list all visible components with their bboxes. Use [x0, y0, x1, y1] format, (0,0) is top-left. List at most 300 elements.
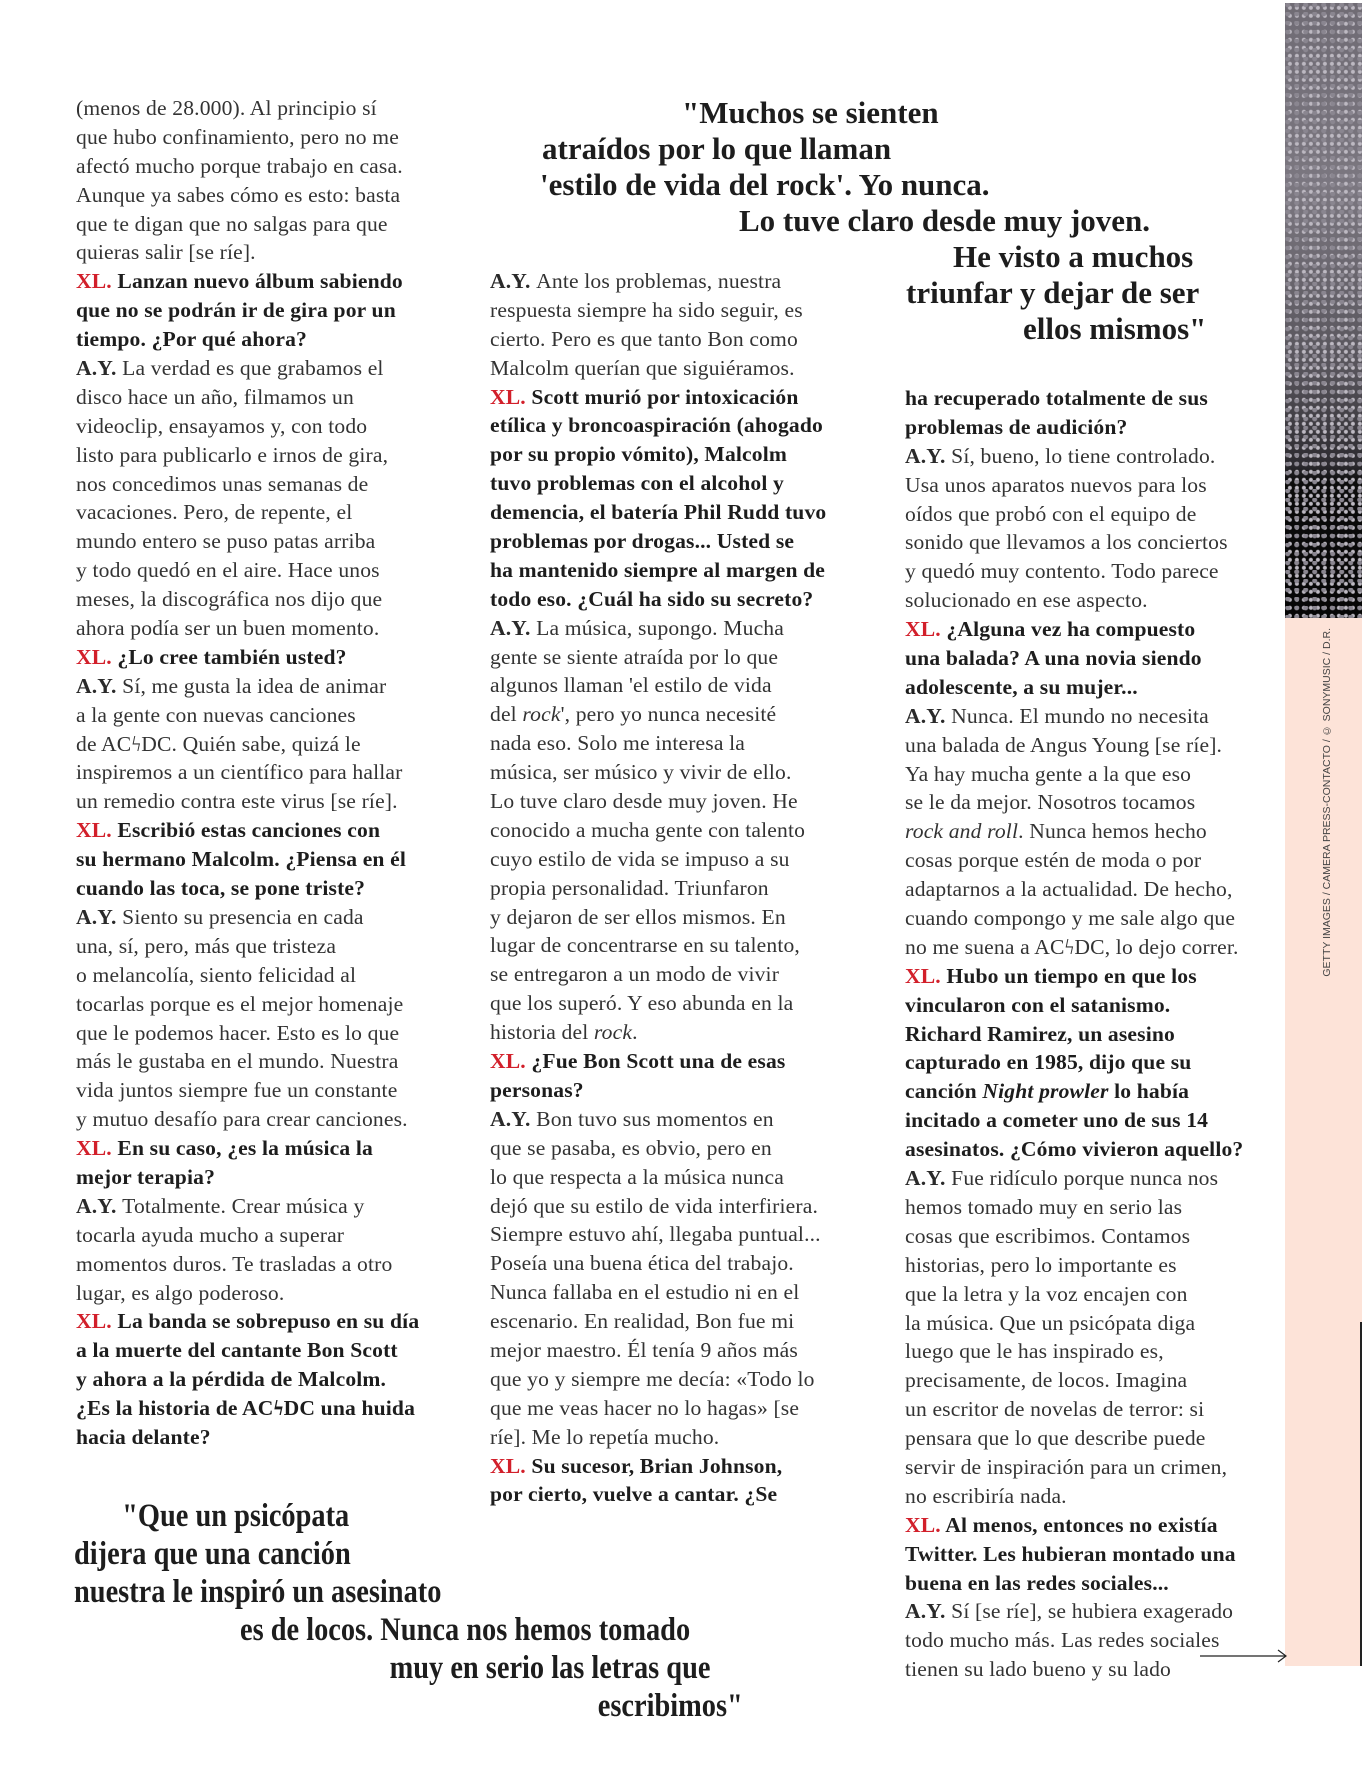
- text-run: Poseía una buena ética del trabajo.: [490, 1251, 794, 1276]
- question-text: Night prowler: [982, 1079, 1109, 1104]
- text-line: [76, 730, 466, 759]
- text-line: [76, 1134, 466, 1163]
- pull-quote-line: triunfar y dejar de ser: [906, 275, 1200, 310]
- text-run: música, ser músico y vivir de ello.: [490, 760, 792, 785]
- text-line: [76, 1336, 466, 1365]
- pull-quote-line: es de locos. Nunca nos hemos tomado: [239, 1612, 691, 1648]
- text-run: Totalmente. Crear música y: [122, 1193, 365, 1218]
- text-run: se le da mejor. Nosotros tocamos: [905, 790, 1196, 815]
- text-run: que la letra y la voz encajen con: [905, 1281, 1188, 1306]
- text-run: adaptarnos a la actualidad. De hecho,: [905, 877, 1233, 902]
- text-line: [905, 1395, 1295, 1424]
- text-run: que le podemos hacer. Esto es lo que: [76, 1020, 400, 1045]
- interviewee-label: A.Y.: [905, 443, 952, 468]
- text-line: [76, 152, 466, 181]
- text-line: [905, 1511, 1295, 1540]
- text-run: inspiremos a un científico para hallar: [76, 760, 403, 785]
- question-text: capturado en 1985, dijo que su: [905, 1050, 1192, 1075]
- text-run: una balada de Angus Young [se ríe].: [905, 732, 1223, 757]
- text-run: mundo entero se puso patas arriba: [76, 529, 376, 554]
- question-text: adolescente, a su mujer...: [905, 674, 1138, 699]
- text-run: Malcolm querían que siguiéramos.: [490, 355, 795, 380]
- text-run: Sí, me gusta la idea de animar: [122, 673, 387, 698]
- pull-quote-line: atraídos por lo que llaman: [542, 131, 892, 166]
- text-run: vida juntos siempre fue un constante: [76, 1078, 398, 1103]
- text-line: [905, 1337, 1295, 1366]
- text-line: [905, 471, 1295, 500]
- question-text: ¿Fue Bon Scott una de esas: [531, 1049, 786, 1074]
- text-run: un remedio contra este virus [se ríe].: [76, 789, 398, 814]
- text-run: cosas que escribimos. Contamos: [905, 1223, 1191, 1248]
- text-line: [490, 700, 880, 729]
- text-run: cuyo estilo de vida se impuso a su: [490, 846, 790, 871]
- interviewee-label: A.Y.: [490, 1106, 537, 1131]
- text-run: ', pero yo nunca necesité: [560, 702, 777, 727]
- text-line: [76, 1221, 466, 1250]
- question-text: hacia delante?: [76, 1424, 211, 1449]
- text-run: lugar, es algo poderoso.: [76, 1280, 285, 1305]
- question-text: ¿Lo cree también usted?: [117, 644, 347, 669]
- text-line: [490, 1192, 880, 1221]
- pull-quote-line: 'estilo de vida del rock'. Yo nunca.: [540, 167, 990, 202]
- text-line: [76, 1423, 466, 1452]
- question-text: personas?: [490, 1077, 584, 1102]
- text-line: [76, 1279, 466, 1308]
- text-line: [76, 412, 466, 441]
- question-text: por cierto, vuelve a cantar. ¿Se: [490, 1482, 778, 1507]
- text-run: del: [490, 702, 523, 727]
- photo-credit-container: [1313, 628, 1333, 977]
- text-run: historias, pero lo importante es: [905, 1252, 1177, 1277]
- interviewer-label: XL.: [490, 384, 532, 409]
- text-run: Fue ridículo porque nunca nos: [951, 1166, 1219, 1191]
- text-line: [76, 701, 466, 730]
- question-text: mejor terapia?: [76, 1164, 216, 1189]
- text-line: [490, 1278, 880, 1307]
- text-line: [490, 1047, 880, 1076]
- text-run: nos concedimos unas semanas de: [76, 471, 369, 496]
- interviewee-label: A.Y.: [490, 269, 537, 293]
- text-run: un escritor de novelas de terror: si: [905, 1397, 1205, 1422]
- question-text: La banda se sobrepuso en su día: [117, 1309, 420, 1334]
- text-line: [76, 383, 466, 412]
- text-line: [490, 354, 880, 383]
- text-run: Ante los problemas, nuestra: [536, 269, 782, 293]
- text-line: [490, 989, 880, 1018]
- text-run: la música. Que un psicópata diga: [905, 1310, 1196, 1335]
- text-run: (menos de 28.000). Al principio sí: [76, 96, 377, 120]
- text-run: videoclip, ensayamos y, con todo: [76, 413, 368, 438]
- text-line: [76, 123, 466, 152]
- question-text: vincularon con el satanismo.: [905, 992, 1171, 1017]
- text-line: [490, 1452, 880, 1481]
- text-line: [76, 1394, 466, 1423]
- text-line: [76, 1163, 466, 1192]
- text-run: que te digan que no salgas para que: [76, 211, 388, 236]
- text-line: [905, 557, 1295, 586]
- interviewer-label: XL.: [490, 1453, 532, 1478]
- text-line: [490, 643, 880, 672]
- text-line: [905, 384, 1295, 413]
- text-line: [490, 498, 880, 527]
- text-line: [490, 1394, 880, 1423]
- text-run: ríe]. Me lo repetía mucho.: [490, 1424, 720, 1449]
- text-run: pensara que lo que describe puede: [905, 1426, 1206, 1451]
- question-text: una balada? A una novia siendo: [905, 646, 1202, 671]
- interviewee-label: A.Y.: [76, 904, 123, 929]
- text-line: [76, 441, 466, 470]
- interviewee-label: A.Y.: [905, 1599, 952, 1624]
- question-text: Lanzan nuevo álbum sabiendo: [117, 269, 403, 294]
- text-line: [490, 960, 880, 989]
- text-line: [76, 1192, 466, 1221]
- text-run: listo para publicarlo e irnos de gira,: [76, 442, 389, 467]
- text-run: Sí, bueno, lo tiene controlado.: [951, 443, 1216, 468]
- text-line: [76, 990, 466, 1019]
- interviewer-label: XL.: [905, 963, 947, 988]
- text-run: Aunque ya sabes cómo es esto: basta: [76, 182, 401, 207]
- text-line: [490, 1076, 880, 1105]
- question-text: que no se podrán ir de gira por un: [76, 298, 396, 323]
- text-line: [76, 932, 466, 961]
- article-column-3: [905, 384, 1295, 1684]
- text-run: se entregaron a un modo de vivir: [490, 962, 780, 987]
- interviewer-label: XL.: [76, 269, 118, 294]
- pull-quote-line: "Que un psicópata: [122, 1498, 350, 1534]
- text-line: [76, 643, 466, 672]
- text-run: todo mucho más. Las redes sociales: [905, 1628, 1220, 1653]
- text-line: [490, 816, 880, 845]
- text-run: Usa unos aparatos nuevos para los: [905, 472, 1207, 497]
- text-run: propia personalidad. Triunfaron: [490, 875, 769, 900]
- text-run: que los superó. Y eso abunda en la: [490, 991, 794, 1016]
- text-run: gente se siente atraída por lo que: [490, 644, 779, 669]
- text-line: [490, 845, 880, 874]
- text-line: [490, 1249, 880, 1278]
- italic-text: rock and roll: [905, 819, 1019, 844]
- text-run: y todo quedó en el aire. Hace unos: [76, 558, 380, 583]
- text-run: La verdad es que grabamos el: [122, 356, 384, 381]
- question-text: incitado a cometer uno de sus 14: [905, 1108, 1209, 1133]
- question-text: demencia, el batería Phil Rudd tuvo: [490, 500, 827, 525]
- text-line: [76, 94, 466, 123]
- text-line: [490, 671, 880, 700]
- question-text: Su sucesor, Brian Johnson,: [531, 1453, 783, 1478]
- question-text: a la muerte del cantante Bon Scott: [76, 1338, 398, 1363]
- question-text: tuvo problemas con el alcohol y: [490, 471, 784, 496]
- text-line: [76, 296, 466, 325]
- text-line: [76, 556, 466, 585]
- question-text: problemas de audición?: [905, 414, 1128, 439]
- text-line: [490, 1220, 880, 1249]
- text-run: respuesta siempre ha sido seguir, es: [490, 297, 803, 322]
- question-text: Scott murió por intoxicación: [531, 384, 799, 409]
- text-line: [490, 874, 880, 903]
- text-line: [905, 933, 1295, 962]
- question-text: Twitter. Les hubieran montado una: [905, 1541, 1236, 1566]
- text-line: [905, 586, 1295, 615]
- question-text: canción: [905, 1079, 983, 1104]
- interviewee-label: A.Y.: [76, 673, 123, 698]
- text-run: tocarla ayuda mucho a superar: [76, 1222, 345, 1247]
- text-line: [76, 1307, 466, 1336]
- text-line: [490, 758, 880, 787]
- text-line: [905, 991, 1295, 1020]
- pull-quote-line: Lo tuve claro desde muy joven.: [739, 203, 1151, 238]
- question-text: por su propio vómito), Malcolm: [490, 442, 788, 467]
- text-line: [76, 787, 466, 816]
- text-line: [905, 1135, 1295, 1164]
- text-line: [76, 903, 466, 932]
- text-line: [76, 210, 466, 239]
- text-line: [490, 411, 880, 440]
- interviewee-label: A.Y.: [905, 1166, 952, 1191]
- interviewer-label: XL.: [76, 644, 118, 669]
- text-line: [490, 1163, 880, 1192]
- photo-edge: [1285, 3, 1362, 618]
- text-run: cosas porque estén de moda o por: [905, 848, 1202, 873]
- text-run: una, sí, pero, más que tristeza: [76, 933, 337, 958]
- text-line: [490, 931, 880, 960]
- text-run: Bon tuvo sus momentos en: [536, 1106, 774, 1131]
- text-line: [905, 673, 1295, 702]
- question-text: problemas por drogas... Usted se: [490, 529, 795, 554]
- question-text: tiempo. ¿Por qué ahora?: [76, 327, 307, 352]
- text-line: [905, 615, 1295, 644]
- text-line: [76, 845, 466, 874]
- text-line: [490, 1336, 880, 1365]
- pull-quote-bottom: [74, 1497, 745, 1725]
- text-run: que me veas hacer no lo hagas» [se: [490, 1395, 800, 1420]
- text-run: solucionado en ese aspecto.: [905, 588, 1148, 613]
- text-run: sonido que llevamos a los conciertos: [905, 530, 1228, 555]
- question-text: todo eso. ¿Cuál ha sido su secreto?: [490, 586, 814, 611]
- text-line: [905, 1424, 1295, 1453]
- interviewee-label: A.Y.: [76, 356, 123, 381]
- interviewer-label: XL.: [76, 1309, 118, 1334]
- interviewee-label: A.Y.: [490, 615, 537, 640]
- pull-quote-line: muy en serio las letras que: [389, 1650, 711, 1686]
- interviewer-label: XL.: [76, 1136, 118, 1161]
- text-run: Lo tuve claro desde muy joven. He: [490, 789, 798, 814]
- text-line: [76, 1076, 466, 1105]
- right-arrow-icon: [1200, 1648, 1290, 1664]
- text-line: [490, 1134, 880, 1163]
- interviewer-label: XL.: [905, 617, 947, 642]
- question-text: ¿Alguna vez ha compuesto: [946, 617, 1196, 642]
- text-line: [490, 1423, 880, 1452]
- text-run: y quedó muy contento. Todo parece: [905, 559, 1219, 584]
- text-run: no me suena a ACϟDC, lo dejo correr.: [905, 934, 1239, 959]
- question-text: Escribió estas canciones con: [117, 818, 381, 843]
- text-line: [76, 1250, 466, 1279]
- text-line: [76, 672, 466, 701]
- question-text: ¿Es la historia de ACϟDC una huida: [76, 1396, 416, 1421]
- pull-quote-line: escribimos": [597, 1688, 743, 1724]
- question-text: Richard Ramirez, un asesino: [905, 1021, 1175, 1046]
- text-line: [76, 614, 466, 643]
- text-line: [76, 354, 466, 383]
- text-run: . Nunca hemos hecho: [1018, 819, 1207, 844]
- text-line: [490, 383, 880, 412]
- text-line: [490, 585, 880, 614]
- text-line: [905, 731, 1295, 760]
- text-line: [76, 1105, 466, 1134]
- text-run: Ya hay mucha gente a la que eso: [905, 761, 1192, 786]
- text-line: [905, 1251, 1295, 1280]
- text-line: [905, 962, 1295, 991]
- text-line: [490, 903, 880, 932]
- text-line: [76, 816, 466, 845]
- text-run: lugar de concentrarse en su talento,: [490, 933, 800, 958]
- text-line: [905, 528, 1295, 557]
- italic-text: rock: [522, 702, 561, 727]
- text-line: [905, 1048, 1295, 1077]
- text-run: disco hace un año, filmamos un: [76, 384, 354, 409]
- text-line: [905, 788, 1295, 817]
- text-run: tienen su lado bueno y su lado: [905, 1657, 1171, 1682]
- text-line: [76, 181, 466, 210]
- text-run: precisamente, de locos. Imagina: [905, 1368, 1188, 1393]
- text-line: [905, 442, 1295, 471]
- text-run: lo que respecta a la música nunca: [490, 1164, 784, 1189]
- question-text: cuando las toca, se pone triste?: [76, 876, 366, 901]
- text-run: cierto. Pero es que tanto Bon como: [490, 326, 798, 351]
- question-text: Al menos, entonces no existía: [945, 1512, 1218, 1537]
- text-run: Nunca fallaba en el estudio ni en el: [490, 1280, 800, 1305]
- question-text: asesinatos. ¿Cómo vivieron aquello?: [905, 1137, 1244, 1162]
- text-line: [905, 1164, 1295, 1193]
- text-line: [490, 614, 880, 643]
- text-line: [905, 644, 1295, 673]
- text-line: [490, 440, 880, 469]
- text-line: [76, 470, 466, 499]
- text-run: La música, supongo. Mucha: [536, 615, 784, 640]
- text-line: [490, 1307, 880, 1336]
- question-text: su hermano Malcolm. ¿Piensa en él: [76, 847, 407, 872]
- pull-quote-line: He visto a muchos: [953, 239, 1194, 274]
- question-text: y ahora a la pérdida de Malcolm.: [76, 1367, 387, 1392]
- text-line: [905, 875, 1295, 904]
- photo-credit: GETTY IMAGES / CAMERA PRESS-CONTACTO / © SONYMUSIC / D.R.: [1321, 628, 1333, 977]
- interviewer-label: XL.: [905, 1512, 946, 1537]
- text-run: hemos tomado muy en serio las: [905, 1194, 1183, 1219]
- text-run: y mutuo desafío para crear canciones.: [76, 1107, 408, 1132]
- text-line: [905, 1453, 1295, 1482]
- article-column-1: [76, 94, 466, 1452]
- text-line: [490, 1018, 880, 1047]
- pull-quote-line: nuestra le inspiró un asesinato: [74, 1574, 442, 1610]
- text-line: [490, 1365, 880, 1394]
- text-run: tocarlas porque es el mejor homenaje: [76, 991, 404, 1016]
- text-line: [905, 1106, 1295, 1135]
- text-line: [76, 1047, 466, 1076]
- text-run: Nunca. El mundo no necesita: [951, 703, 1209, 728]
- text-line: [490, 729, 880, 758]
- text-line: [76, 585, 466, 614]
- text-run: conocido a mucha gente con talento: [490, 817, 806, 842]
- question-text: lo había: [1108, 1079, 1190, 1104]
- text-run: algunos llaman 'el estilo de vida: [490, 673, 772, 698]
- text-line: [490, 787, 880, 816]
- text-line: [905, 1309, 1295, 1338]
- text-run: servir de inspiración para un crimen,: [905, 1454, 1228, 1479]
- page-edge-rule: [1360, 1322, 1362, 1666]
- interviewer-label: XL.: [76, 818, 118, 843]
- text-line: [905, 1366, 1295, 1395]
- text-line: [76, 961, 466, 990]
- text-line: [76, 527, 466, 556]
- text-line: [905, 702, 1295, 731]
- text-run: o melancolía, siento felicidad al: [76, 962, 357, 987]
- question-text: buena en las redes sociales...: [905, 1570, 1169, 1595]
- text-run: luego que le has inspirado es,: [905, 1339, 1164, 1364]
- text-run: Sí [se ríe], se hubiera exagerado: [951, 1599, 1234, 1624]
- text-run: que hubo confinamiento, pero no me: [76, 124, 399, 149]
- text-run: Siento su presencia en cada: [122, 904, 364, 929]
- text-line: [905, 1482, 1295, 1511]
- text-run: nada eso. Solo me interesa la: [490, 731, 745, 756]
- question-text: En su caso, ¿es la música la: [117, 1136, 373, 1161]
- text-run: ahora podía ser un buen momento.: [76, 616, 380, 641]
- pull-quote-line: ellos mismos": [1023, 311, 1207, 346]
- text-run: meses, la discográfica nos dijo que: [76, 587, 383, 612]
- pull-quote-line: dijera que una canción: [74, 1536, 351, 1572]
- text-line: [76, 1019, 466, 1048]
- text-run: momentos duros. Te trasladas a otro: [76, 1251, 393, 1276]
- text-run: Siempre estuvo ahí, llegaba puntual...: [490, 1222, 821, 1247]
- pull-quote-line: "Muchos se sienten: [682, 95, 939, 130]
- italic-text: rock: [593, 1020, 633, 1045]
- text-run: oídos que probó con el equipo de: [905, 501, 1197, 526]
- text-run: .: [632, 1020, 638, 1045]
- interviewee-label: A.Y.: [905, 703, 952, 728]
- text-line: [76, 498, 466, 527]
- text-run: afectó mucho porque trabajo en casa.: [76, 153, 403, 178]
- text-line: [490, 556, 880, 585]
- text-line: [905, 1222, 1295, 1251]
- text-line: [905, 817, 1295, 846]
- question-text: Hubo un tiempo en que los: [946, 963, 1197, 988]
- text-line: [490, 1105, 880, 1134]
- text-run: no escribiría nada.: [905, 1483, 1067, 1508]
- text-run: más le gustaba en el mundo. Nuestra: [76, 1049, 399, 1074]
- text-run: de ACϟDC. Quién sabe, quizá le: [76, 731, 361, 756]
- text-line: [490, 469, 880, 498]
- text-line: [905, 500, 1295, 529]
- text-line: [76, 758, 466, 787]
- question-text: etílica y broncoaspiración (ahogado: [490, 413, 823, 438]
- text-line: [905, 1077, 1295, 1106]
- text-run: y dejaron de ser ellos mismos. En: [490, 904, 786, 929]
- interviewer-label: XL.: [490, 1049, 532, 1074]
- text-line: [905, 413, 1295, 442]
- text-run: escenario. En realidad, Bon fue mi: [490, 1309, 795, 1334]
- question-text: ha recuperado totalmente de sus: [905, 386, 1208, 410]
- text-line: [905, 846, 1295, 875]
- text-run: cuando compongo y me sale algo que: [905, 906, 1236, 931]
- text-line: [76, 325, 466, 354]
- text-line: [76, 874, 466, 903]
- text-line: [490, 527, 880, 556]
- question-text: ha mantenido siempre al margen de: [490, 557, 826, 582]
- text-run: quieras salir [se ríe].: [76, 240, 256, 265]
- text-line: [905, 1193, 1295, 1222]
- text-line: [905, 1020, 1295, 1049]
- text-run: a la gente con nuevas canciones: [76, 702, 356, 727]
- interviewee-label: A.Y.: [76, 1193, 123, 1218]
- text-line: [905, 1280, 1295, 1309]
